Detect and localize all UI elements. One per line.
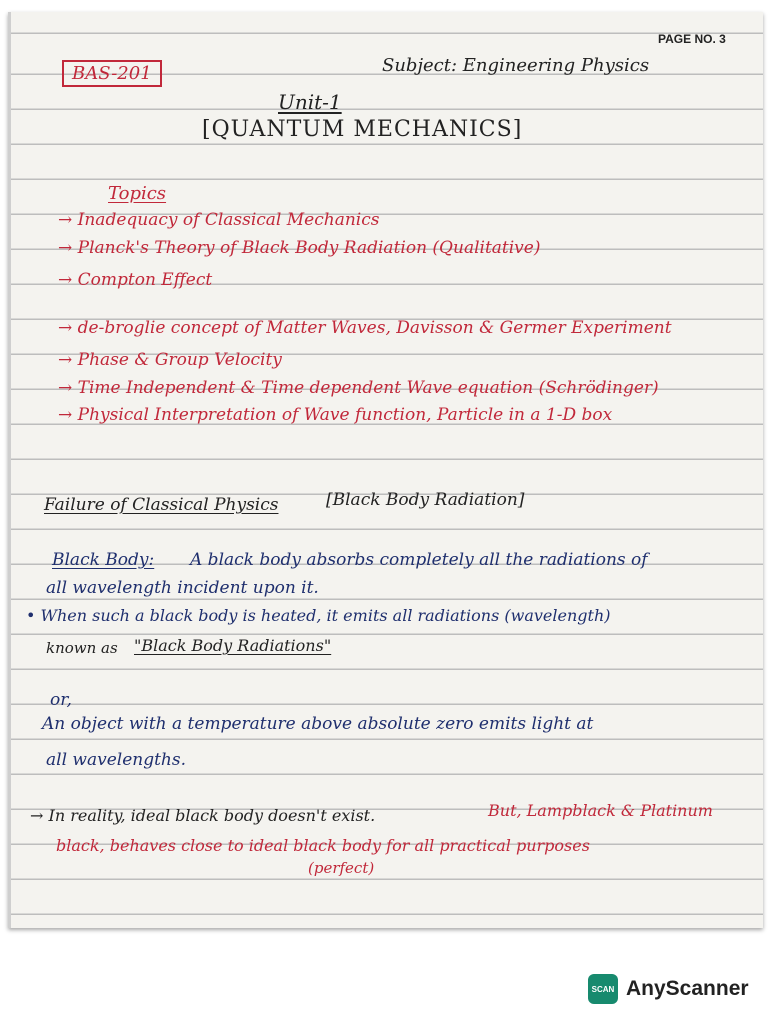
black-body-heated-note: • When such a black body is heated, it emits all radiations (wavelength) bbox=[26, 606, 611, 625]
reality-note-3: black, behaves close to ideal black body for all practical purposes bbox=[56, 836, 590, 855]
alternate-definition-2: all wavelengths. bbox=[46, 750, 187, 770]
topic-item: → Time Independent & Time dependent Wave equation (Schrödinger) bbox=[58, 378, 659, 398]
subject-line: Subject: Engineering Physics bbox=[382, 55, 650, 76]
brand-name: AnyScanner bbox=[626, 977, 749, 1000]
topic-item: → Phase & Group Velocity bbox=[58, 350, 282, 370]
scanner-logo-icon bbox=[588, 974, 618, 1004]
topic-item: → Physical Interpretation of Wave function, Particle in a 1-D box bbox=[58, 405, 613, 425]
page-number: PAGE NO. 3 bbox=[658, 32, 726, 46]
unit-title: [QUANTUM MECHANICS] bbox=[202, 117, 523, 142]
section-heading: Failure of Classical Physics bbox=[44, 495, 279, 515]
black-body-definition-1: A black body absorbs completely all the radiations of bbox=[190, 550, 648, 570]
or-label: or, bbox=[50, 690, 72, 710]
unit-number: Unit-1 bbox=[278, 90, 342, 114]
black-body-definition-2: all wavelength incident upon it. bbox=[46, 578, 319, 598]
known-as-label: known as bbox=[46, 639, 118, 657]
black-body-radiations-term: "Black Body Radiations" bbox=[134, 636, 332, 655]
section-subheading: [Black Body Radiation] bbox=[326, 490, 525, 510]
reality-note-2: But, Lampblack & Platinum bbox=[488, 801, 713, 820]
anyscanner-watermark bbox=[588, 974, 749, 1004]
reality-note-1: → In reality, ideal black body doesn't exist. bbox=[30, 806, 376, 825]
course-code-box: BAS-201 bbox=[62, 60, 162, 87]
topic-item: → Planck's Theory of Black Body Radiation (Qualitative) bbox=[58, 238, 541, 258]
topic-item: → de-broglie concept of Matter Waves, Davisson & Germer Experiment bbox=[58, 318, 672, 338]
topic-item: → Inadequacy of Classical Mechanics bbox=[58, 210, 380, 230]
reality-note-4: (perfect) bbox=[308, 859, 375, 877]
topic-item: → Compton Effect bbox=[58, 270, 213, 290]
scan-icon-label: SCAN bbox=[591, 984, 615, 994]
notebook-page bbox=[8, 12, 763, 928]
black-body-term: Black Body: bbox=[52, 550, 155, 570]
alternate-definition-1: An object with a temperature above absolute zero emits light at bbox=[42, 714, 594, 734]
topics-heading: Topics bbox=[108, 183, 167, 204]
